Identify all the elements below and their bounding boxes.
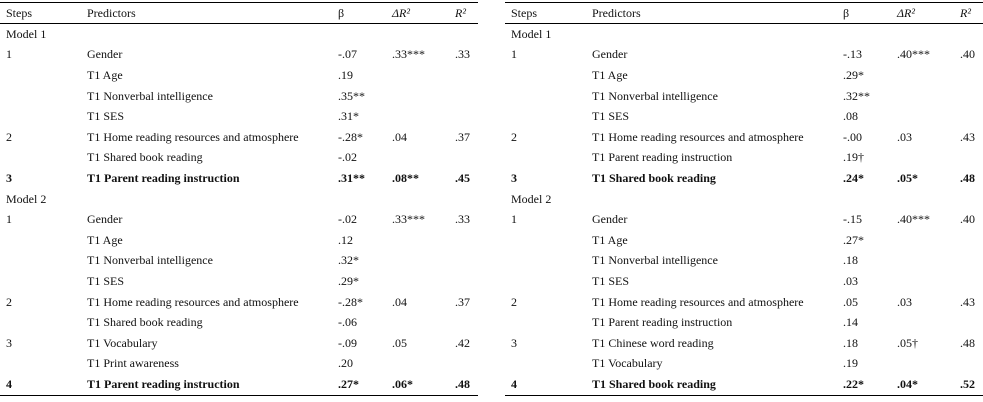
beta-cell: .05 xyxy=(843,294,858,309)
r2-cell: .33 xyxy=(455,47,470,62)
table-row xyxy=(0,168,478,189)
predictors-header: Predictors xyxy=(87,5,136,20)
beta-header: β xyxy=(843,5,850,20)
beta-cell: -.02 xyxy=(338,212,357,227)
beta-cell: .22* xyxy=(843,376,864,391)
predictor-cell: T1 Shared book reading xyxy=(592,376,716,391)
beta-cell: .18 xyxy=(843,253,858,268)
predictor-cell: T1 SES xyxy=(87,273,125,288)
beta-cell: .12 xyxy=(338,232,353,247)
table-row xyxy=(505,168,983,189)
beta-cell: .31* xyxy=(338,109,359,124)
table-row xyxy=(0,148,478,169)
table-row xyxy=(505,312,983,333)
predictor-cell: T1 Home reading resources and atmosphere xyxy=(87,294,299,309)
predictors-header: Predictors xyxy=(592,5,641,20)
predictor-cell: T1 Vocabulary xyxy=(87,335,158,350)
predictor-cell: T1 Home reading resources and atmosphere xyxy=(592,294,804,309)
predictor-cell: T1 Shared book reading xyxy=(592,170,716,185)
model-label: Model 1 xyxy=(6,26,47,41)
step-cell: 4 xyxy=(6,376,12,391)
table-row xyxy=(505,230,983,251)
step-cell: 3 xyxy=(511,335,517,350)
model-row xyxy=(0,24,478,45)
step-cell: 1 xyxy=(6,47,12,62)
table-row xyxy=(0,333,478,354)
predictor-cell: T1 Shared book reading xyxy=(87,315,203,330)
beta-cell: .35** xyxy=(338,88,365,103)
predictor-cell: T1 Parent reading instruction xyxy=(592,315,733,330)
delta-r2-cell: .04 xyxy=(392,129,407,144)
delta-r2-cell: .03 xyxy=(897,294,912,309)
table-row xyxy=(505,86,983,107)
beta-cell: -.06 xyxy=(338,315,357,330)
predictor-cell: T1 Nonverbal intelligence xyxy=(87,88,213,103)
r2-cell: .43 xyxy=(960,129,975,144)
delta-r2-cell: .04 xyxy=(392,294,407,309)
step-cell: 1 xyxy=(511,47,517,62)
table-body xyxy=(0,24,478,395)
delta-r2-cell: .33*** xyxy=(392,47,425,62)
model-label: Model 2 xyxy=(511,191,552,206)
predictor-cell: Gender xyxy=(87,47,123,62)
beta-cell: -.28* xyxy=(338,294,363,309)
beta-cell: .27* xyxy=(843,232,864,247)
predictor-cell: T1 Age xyxy=(592,232,628,247)
beta-cell: .32* xyxy=(338,253,359,268)
table-row xyxy=(0,354,478,375)
predictor-cell: Gender xyxy=(592,47,628,62)
beta-cell: .19 xyxy=(338,67,353,82)
table-row xyxy=(0,292,478,313)
table-row xyxy=(505,374,983,395)
beta-header: β xyxy=(338,5,345,20)
table-row xyxy=(0,209,478,230)
predictor-cell: T1 Parent reading instruction xyxy=(592,150,733,165)
r2-cell: .48 xyxy=(960,170,975,185)
beta-cell: -.09 xyxy=(338,335,357,350)
predictor-cell: T1 Age xyxy=(592,67,628,82)
r2-cell: .40 xyxy=(960,212,975,227)
delta-r2-cell: .03 xyxy=(897,129,912,144)
predictor-cell: T1 Nonverbal intelligence xyxy=(592,253,718,268)
table-row xyxy=(505,65,983,86)
step-cell: 3 xyxy=(6,170,12,185)
step-cell: 2 xyxy=(6,129,12,144)
predictor-cell: T1 Home reading resources and atmosphere xyxy=(87,129,299,144)
predictor-cell: T1 Print awareness xyxy=(87,356,179,371)
table-row xyxy=(0,106,478,127)
delta-r2-header: ΔR² xyxy=(897,5,915,20)
steps-header: Steps xyxy=(6,5,33,20)
table-row xyxy=(505,354,983,375)
table-row xyxy=(0,271,478,292)
step-cell: 2 xyxy=(511,129,517,144)
beta-cell: .27* xyxy=(338,376,359,391)
beta-cell: .29* xyxy=(338,273,359,288)
delta-r2-cell: .40*** xyxy=(897,212,930,227)
beta-cell: .19 xyxy=(843,356,858,371)
predictor-cell: T1 Age xyxy=(87,67,123,82)
beta-cell: .32** xyxy=(843,88,870,103)
predictor-cell: T1 Shared book reading xyxy=(87,150,203,165)
r2-cell: .45 xyxy=(455,170,470,185)
table-row xyxy=(0,86,478,107)
model-label: Model 1 xyxy=(511,26,552,41)
regression-table-left xyxy=(0,2,478,396)
predictor-cell: T1 Home reading resources and atmosphere xyxy=(592,129,804,144)
beta-cell: .18 xyxy=(843,335,858,350)
table-body xyxy=(505,24,983,395)
regression-table-right xyxy=(505,2,983,396)
table-row xyxy=(505,292,983,313)
step-cell: 2 xyxy=(511,294,517,309)
step-cell: 3 xyxy=(511,170,517,185)
predictor-cell: T1 Parent reading instruction xyxy=(87,170,240,185)
delta-r2-cell: .05 xyxy=(392,335,407,350)
beta-cell: .03 xyxy=(843,273,858,288)
model-row xyxy=(505,24,983,45)
table-row xyxy=(505,333,983,354)
beta-cell: .31** xyxy=(338,170,365,185)
beta-cell: -.15 xyxy=(843,212,862,227)
delta-r2-cell: .05† xyxy=(897,335,918,350)
table-row xyxy=(0,65,478,86)
model-row xyxy=(505,189,983,210)
table-header-row xyxy=(505,3,983,24)
predictor-cell: T1 Age xyxy=(87,232,123,247)
table-row xyxy=(505,148,983,169)
beta-cell: -.02 xyxy=(338,150,357,165)
delta-r2-cell: .40*** xyxy=(897,47,930,62)
table-row xyxy=(505,271,983,292)
predictor-cell: T1 Chinese word reading xyxy=(592,335,714,350)
step-cell: 4 xyxy=(511,376,517,391)
beta-cell: -.13 xyxy=(843,47,862,62)
delta-r2-cell: .04* xyxy=(897,376,918,391)
delta-r2-cell: .05* xyxy=(897,170,918,185)
r2-cell: .40 xyxy=(960,47,975,62)
r2-cell: .37 xyxy=(455,294,470,309)
predictor-cell: T1 SES xyxy=(592,109,630,124)
beta-cell: -.00 xyxy=(843,129,862,144)
predictor-cell: T1 Nonverbal intelligence xyxy=(592,88,718,103)
beta-cell: .19† xyxy=(843,150,864,165)
delta-r2-cell: .06* xyxy=(392,376,413,391)
predictor-cell: Gender xyxy=(592,212,628,227)
predictor-cell: T1 SES xyxy=(592,273,630,288)
beta-cell: -.28* xyxy=(338,129,363,144)
predictor-cell: Gender xyxy=(87,212,123,227)
beta-cell: -.07 xyxy=(338,47,357,62)
r2-cell: .33 xyxy=(455,212,470,227)
step-cell: 2 xyxy=(6,294,12,309)
table-row xyxy=(0,251,478,272)
step-cell: 3 xyxy=(6,335,12,350)
r2-cell: .52 xyxy=(960,376,975,391)
r2-cell: .43 xyxy=(960,294,975,309)
model-row xyxy=(0,189,478,210)
table-row xyxy=(0,312,478,333)
r2-cell: .42 xyxy=(455,335,470,350)
predictor-cell: T1 Vocabulary xyxy=(592,356,663,371)
delta-r2-cell: .33*** xyxy=(392,212,425,227)
beta-cell: .24* xyxy=(843,170,864,185)
beta-cell: .08 xyxy=(843,109,858,124)
beta-cell: .20 xyxy=(338,356,353,371)
table-row xyxy=(0,127,478,148)
r2-header: R² xyxy=(960,5,971,20)
beta-cell: .29* xyxy=(843,67,864,82)
table-row xyxy=(505,106,983,127)
r2-cell: .48 xyxy=(455,376,470,391)
table-row xyxy=(0,230,478,251)
step-cell: 1 xyxy=(511,212,517,227)
table-row xyxy=(505,251,983,272)
table-row xyxy=(0,45,478,66)
model-label: Model 2 xyxy=(6,191,47,206)
delta-r2-header: ΔR² xyxy=(392,5,410,20)
step-cell: 1 xyxy=(6,212,12,227)
predictor-cell: T1 Nonverbal intelligence xyxy=(87,253,213,268)
beta-cell: .14 xyxy=(843,315,858,330)
r2-cell: .37 xyxy=(455,129,470,144)
table-row xyxy=(505,209,983,230)
table-row xyxy=(505,45,983,66)
r2-header: R² xyxy=(455,5,466,20)
r2-cell: .48 xyxy=(960,335,975,350)
delta-r2-cell: .08** xyxy=(392,170,419,185)
table-row xyxy=(0,374,478,395)
predictor-cell: T1 SES xyxy=(87,109,125,124)
steps-header: Steps xyxy=(511,5,538,20)
table-row xyxy=(505,127,983,148)
table-header-row xyxy=(0,3,478,24)
predictor-cell: T1 Parent reading instruction xyxy=(87,376,240,391)
